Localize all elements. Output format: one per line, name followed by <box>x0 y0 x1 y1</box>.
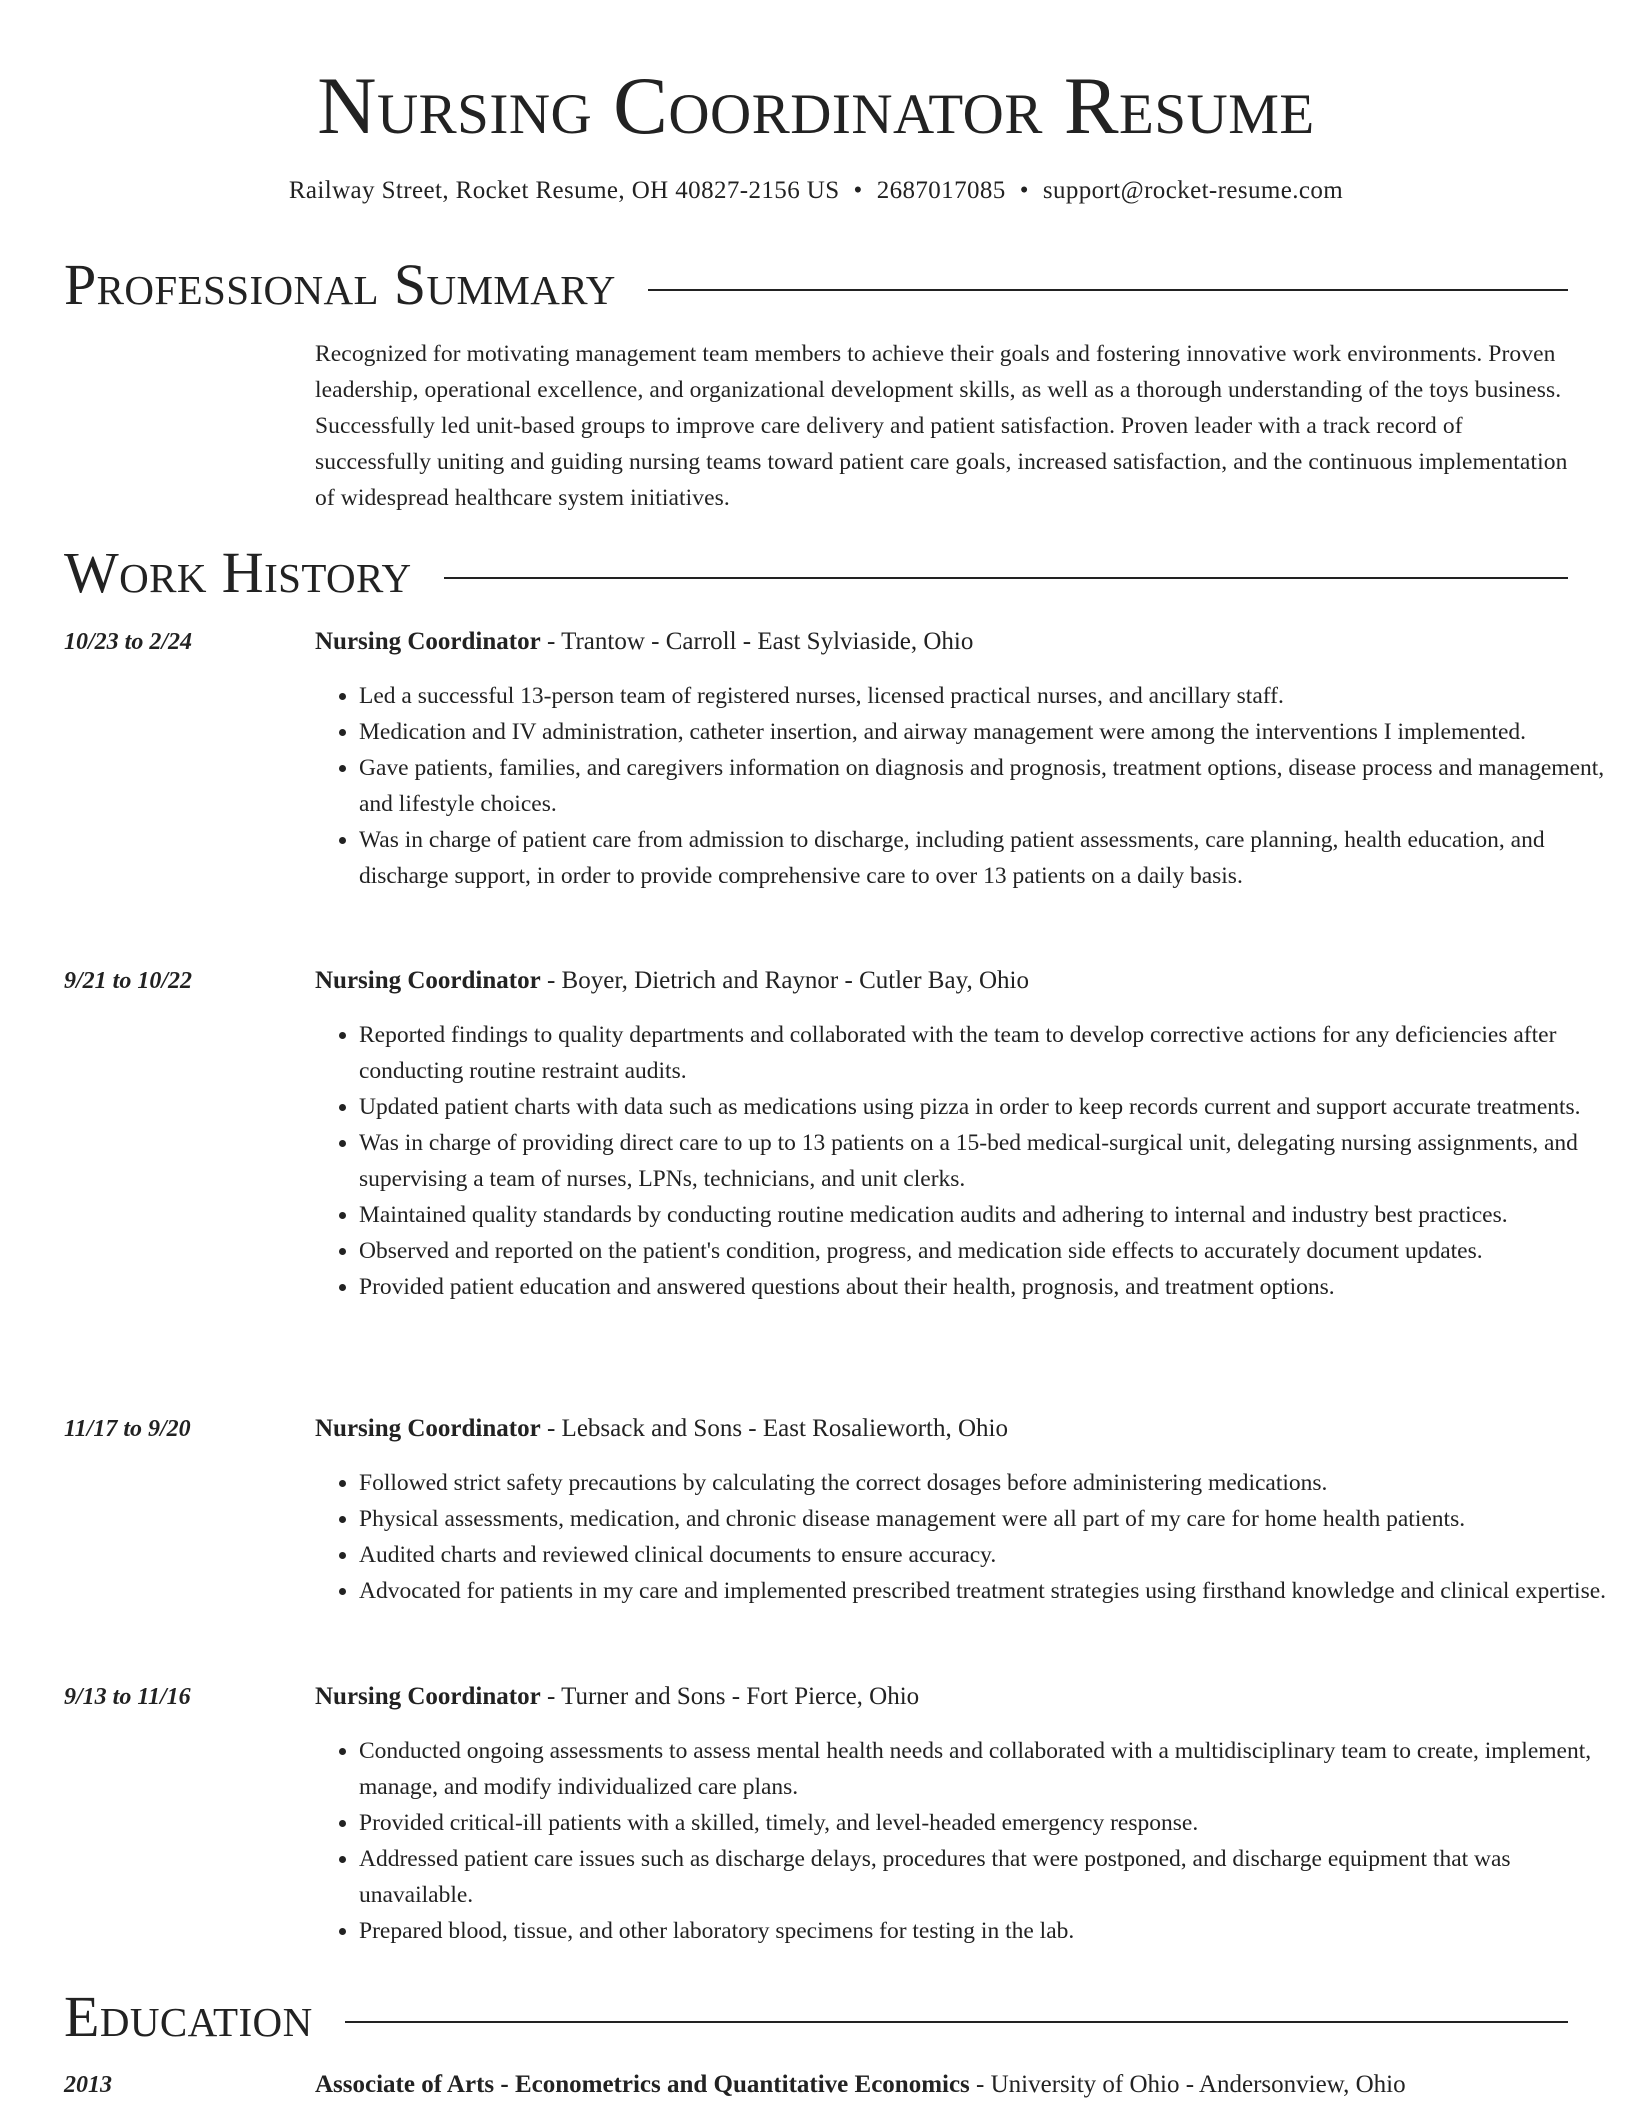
summary-section-header <box>64 253 1568 317</box>
education-date: 2013 <box>64 2072 112 2098</box>
contact-separator: • <box>853 177 863 204</box>
education-heading: Education <box>64 1984 313 2049</box>
job-bullet: • Provided critical-ill patients with a skilled, timely, and level-headed emergency response. <box>359 1805 1621 1841</box>
job-bullet: • Conducted ongoing assessments to assess mental health needs and collaborated with a multidisciplinary team to create, implement, manage, and modify individualized care plans. <box>359 1733 1621 1805</box>
job-title-line <box>315 624 1575 660</box>
job-bullet-list <box>315 1465 1621 1609</box>
job-bullet: • Was in charge of providing direct care to up to 13 patients on a 15-bed medical-surgical unit, delegating nursing assignments, and supervising a team of nurses, LPNs, technicians, and unit clerks. <box>359 1125 1621 1197</box>
job-bullet: • Advocated for patients in my care and implemented prescribed treatment strategies using firsthand knowledge and clinical expertise. <box>359 1573 1621 1609</box>
job-bullet: • Provided patient education and answered questions about their health, prognosis, and treatment options. <box>359 1269 1621 1305</box>
job-date: 9/13 to 11/16 <box>64 1684 191 1710</box>
job-date: 10/23 to 2/24 <box>64 629 193 655</box>
job-title: Nursing Coordinator <box>315 1415 541 1442</box>
job-bullet: • Medication and IV administration, catheter insertion, and airway management were among the interventions I implemented. <box>359 714 1621 750</box>
education-school-location: - University of Ohio - Andersonview, Ohio <box>969 2071 1406 2098</box>
job-title: Nursing Coordinator <box>315 1683 541 1710</box>
job-title-line <box>315 1679 1575 1715</box>
job-bullet: • Audited charts and reviewed clinical documents to ensure accuracy. <box>359 1537 1621 1573</box>
section-divider <box>345 2021 1568 2023</box>
contact-email: support@rocket-resume.com <box>1042 177 1344 204</box>
job-bullet: • Was in charge of patient care from admission to discharge, including patient assessments, care planning, health education, and discharge support, in order to provide comprehensive care to over 13 patients on a daily basis. <box>359 822 1621 894</box>
job-employer-location: - Boyer, Dietrich and Raynor - Cutler Bay, Ohio <box>540 967 1029 994</box>
contact-separator: • <box>1019 177 1029 204</box>
job-bullet: • Reported findings to quality departments and collaborated with the team to develop corrective actions for any deficiencies after conducting routine restraint audits. <box>359 1017 1621 1089</box>
contact-address: Railway Street, Rocket Resume, OH 40827-2156 US <box>288 177 840 204</box>
job-bullet: • Followed strict safety precautions by calculating the correct dosages before administering medications. <box>359 1465 1621 1501</box>
job-employer-location: - Turner and Sons - Fort Pierce, Ohio <box>540 1683 920 1710</box>
job-bullet: • Updated patient charts with data such as medications using pizza in order to keep records current and support accurate treatments. <box>359 1089 1621 1125</box>
job-employer-location: - Lebsack and Sons - East Rosalieworth, Ohio <box>540 1415 1008 1442</box>
job-bullet: • Maintained quality standards by conducting routine medication audits and adhering to internal and industry best practices. <box>359 1197 1621 1233</box>
section-divider <box>444 577 1568 579</box>
job-title-line <box>315 963 1575 999</box>
education-degree: Associate of Arts - Econometrics and Quantitative Economics <box>315 2071 970 2098</box>
education-section-header <box>64 1985 1568 2049</box>
work-history-heading: Work History <box>64 540 412 605</box>
job-title: Nursing Coordinator <box>315 967 541 994</box>
job-bullet: • Observed and reported on the patient's condition, progress, and medication side effects to accurately document updates. <box>359 1233 1621 1269</box>
job-bullet: • Addressed patient care issues such as discharge delays, procedures that were postponed, and discharge equipment that was unavailable. <box>359 1841 1621 1913</box>
education-title-line <box>315 2067 1575 2103</box>
job-title: Nursing Coordinator <box>315 628 541 655</box>
contact-phone: 2687017085 <box>876 177 1006 204</box>
summary-heading: Professional Summary <box>64 252 616 317</box>
job-bullet-list <box>315 1017 1621 1305</box>
contact-line <box>0 174 1632 208</box>
resume-title: Nursing Coordinator Resume <box>317 60 1315 151</box>
job-bullet: • Physical assessments, medication, and chronic disease management were all part of my care for home health patients. <box>359 1501 1621 1537</box>
job-date: 11/17 to 9/20 <box>64 1416 191 1442</box>
section-divider <box>648 289 1568 291</box>
job-bullet: • Prepared blood, tissue, and other laboratory specimens for testing in the lab. <box>359 1913 1621 1949</box>
job-employer-location: - Trantow - Carroll - East Sylviaside, Ohio <box>540 628 974 655</box>
job-title-line <box>315 1411 1575 1447</box>
job-bullet-list <box>315 1733 1621 1949</box>
summary-text: Recognized for motivating management team members to achieve their goals and fostering innovative work environments. Proven leadership, operational excellence, and organizational development skills, as well as a thorough understanding of the toys business. Successfully led unit-based groups to improve care delivery and patient satisfaction. Proven leader with a track record of successfully uniting and guiding nursing teams toward patient care goals, increased satisfaction, and the continuous implementation of widespread healthcare system initiatives. <box>315 341 1568 511</box>
job-bullet-list <box>315 678 1621 894</box>
job-date: 9/21 to 10/22 <box>64 968 193 994</box>
job-bullet: • Led a successful 13-person team of registered nurses, licensed practical nurses, and ancillary staff. <box>359 678 1621 714</box>
work-history-section-header <box>64 541 1568 605</box>
job-bullet: • Gave patients, families, and caregivers information on diagnosis and prognosis, treatment options, disease process and management, and lifestyle choices. <box>359 750 1621 822</box>
